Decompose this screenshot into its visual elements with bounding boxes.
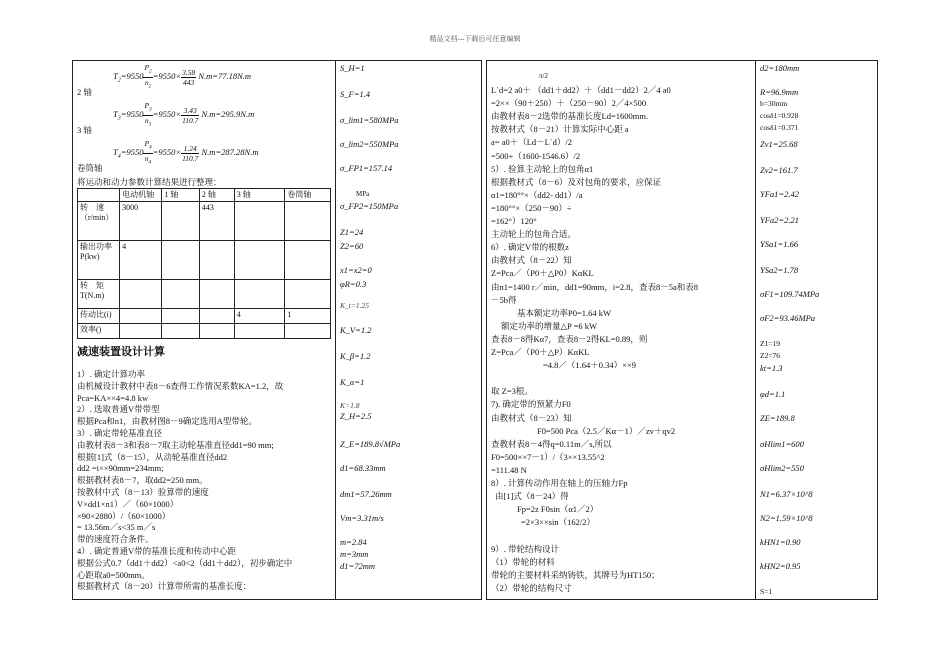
body-line: 7). 确定带的预紧力F0 [491, 399, 571, 410]
body-line: 9）. 带轮结构设计 [491, 543, 560, 554]
torque-formula [113, 101, 254, 129]
result-value: σ_lim1=580MPa [340, 115, 399, 125]
body-line: a= a0＋（Ld－L`d）/2 [491, 137, 573, 148]
result-value: σ_FP1=157.14 [340, 163, 393, 173]
table-row [78, 241, 331, 280]
table-cell [234, 324, 285, 339]
formula-mid: =9550× [152, 70, 182, 81]
left-main-column [73, 61, 335, 599]
result-value: d2=180mm [760, 63, 800, 73]
table-cell [162, 202, 199, 241]
result-value: Z_H=2.5 [340, 411, 372, 421]
result-value: dm1=57.26mm [340, 489, 392, 499]
result-value: σ_lim2=550MPa [340, 139, 399, 149]
table-row [78, 324, 331, 339]
table-cell [162, 324, 199, 339]
table-intro: 将运动和动力参数计算结果进行整理： [77, 177, 222, 187]
table-header-cell: 1 轴 [162, 189, 199, 202]
table-cell [199, 324, 234, 339]
table-cell: 443 [199, 202, 234, 241]
result-value: cosδ1=0.928 [760, 111, 799, 120]
body-line: =111.48 N [491, 464, 527, 475]
body-line: 根据Pca和n1，由教材图8－9确定选用A型带轮。 [77, 416, 257, 427]
result-value: cosδ1=0.371 [760, 123, 799, 132]
body-line: 8）. 计算传动作用在轴上的压轴力Fp [491, 478, 628, 488]
formula-fraction: $\frac{P_3}{n_3}$ [144, 101, 152, 127]
body-line: （1）带轮的材料 [491, 556, 555, 567]
result-value: ZE=189.8 [760, 413, 795, 423]
right-right-column [756, 61, 878, 599]
table-cell [162, 309, 199, 324]
body-line: 基本额定功率P0=1.64 kW [517, 307, 612, 318]
formula-value-fraction: $\frac{3.43}{110.7}$ [182, 105, 199, 125]
result-value: Z2=76 [760, 351, 781, 360]
table-cell [234, 280, 285, 309]
result-value: σ_FP2=150MPa [340, 201, 399, 211]
body-line: 查教材表8－4得q=0.11m／s,所以 [491, 438, 612, 449]
body-line: （2）带轮的结构尺寸 [491, 582, 572, 593]
right-page [486, 60, 878, 600]
result-value: YSa2=1.78 [760, 265, 799, 275]
table-cell [120, 324, 162, 339]
body-line: －5b得 [491, 294, 517, 305]
body-line: = 13.56m／s<35 m／s [77, 522, 156, 533]
result-value: YFa2=2.21 [760, 215, 800, 225]
formula-mid: =9550× [152, 108, 182, 119]
body-line: ×90×2880）/（60×1000） [77, 510, 171, 521]
result-value: Z_E=189.8√MPa [340, 439, 401, 449]
body-line: 4）. 确定普通V带的基准长度和传动中心距 [77, 546, 237, 556]
body-line: F0=500 Pca（2.5／Kα－1）／zv＋qv2 [537, 425, 676, 436]
table-cell: 效率() [78, 324, 120, 339]
result-value: d1=72mm [340, 561, 376, 571]
body-line: dd2 =i××90mm=234mm; [77, 463, 164, 474]
result-value: Zv2=161.7 [760, 165, 798, 175]
left-right-column [336, 61, 481, 599]
table-cell: 4 [120, 241, 162, 280]
body-line: =4.8／（1.64＋0.34）××9 [543, 360, 637, 371]
table-header-cell [78, 189, 120, 202]
result-value: Vm=3.31m/s [340, 513, 384, 523]
body-line: 3）. 确定带轮基准直径 [77, 428, 163, 438]
formula-result: N.m=77.18N.m [196, 70, 252, 81]
body-line: 根据教材式（8－20）计算带所需的基准长度： [77, 581, 252, 592]
table-cell [234, 202, 285, 241]
body-line: =162°）120° [491, 216, 537, 226]
body-line: 6）. 确定V带的根数z [491, 242, 569, 253]
table-cell: 4 [234, 309, 285, 324]
body-line: 由[1]式（8－24）得 [495, 491, 569, 502]
result-value: N2=1.59×10^8 [760, 513, 813, 523]
body-line: 1）. 确定计算功率 [77, 369, 146, 379]
left-page [72, 60, 482, 600]
table-header-cell: 2 轴 [199, 189, 234, 202]
result-value: m=3mm [340, 549, 369, 559]
body-line: 带轮的主要材料采纳铸铁，其牌号为HT150； [491, 569, 660, 580]
body-line: 按教材式（8－21）计算实际中心距 a [491, 124, 629, 135]
body-line: 由n1=1400 r／min，dd1=90mm，i=2.8，查表8－5a和表8 [491, 281, 699, 292]
result-value: φd=1.1 [760, 389, 786, 399]
body-line: Fp=2z F0sin（α1／2） [517, 504, 599, 515]
table-cell [120, 309, 162, 324]
table-row [78, 202, 331, 241]
result-value: b=30mm [760, 99, 788, 108]
table-cell [162, 280, 199, 309]
table-cell [199, 241, 234, 280]
result-value: σHlim1=600 [760, 439, 804, 449]
table-cell [162, 241, 199, 280]
body-line: V×dd1×n1）／（60×1000） [77, 498, 179, 509]
result-value: S_H=1 [340, 63, 365, 73]
body-line: 带的速度符合条件。 [77, 534, 154, 545]
body-line: 心距取a0=500mm。 [77, 569, 150, 580]
formula-result: N.m=295.9N.m [199, 108, 255, 119]
table-cell [285, 202, 331, 241]
formula-fraction: $\frac{P_2}{n_2}$ [144, 63, 152, 89]
result-value: σF1=109.74MPa [760, 289, 820, 299]
result-value: K=1.8 [340, 401, 360, 410]
body-line: 由机械设计教材中表8－6查得工作情况系数KA=1.2，故 [77, 380, 284, 391]
result-value: Zv1=25.68 [760, 139, 798, 149]
parameter-table [77, 188, 331, 339]
result-value: m=2.84 [340, 537, 367, 547]
result-value: MPa [356, 190, 370, 198]
body-line: 取 Z=3根。 [491, 386, 533, 397]
result-value: YSa1=1.66 [760, 239, 799, 249]
result-value: kHN1=0.90 [760, 537, 801, 547]
result-value: d1=68.33mm [340, 463, 386, 473]
body-line: =180°°×（250－90）÷ [491, 202, 572, 213]
table-cell [199, 309, 234, 324]
table-cell [285, 280, 331, 309]
body-line: 按教材中式（8－13）验算带的速度 [77, 487, 209, 497]
body-line: 根据教材表8－7，取dd2=250 mm。 [77, 475, 208, 486]
result-value: Z1=19 [760, 339, 781, 348]
body-line: =500+（1600-1546.6）/2 [491, 150, 581, 161]
result-value: K_α=1 [340, 377, 365, 387]
table-cell: 3000 [120, 202, 162, 241]
formula-lhs: $T_3=9550$ [113, 108, 144, 122]
result-value: φR=0.3 [340, 279, 367, 289]
pi-over-two: π/2 [539, 72, 548, 80]
body-line: =2××（90＋250）＋（250－90）2／4×500 [491, 98, 647, 109]
section-title: 减速装置设计计算 [77, 346, 165, 358]
table-cell [285, 241, 331, 280]
result-value: x1=x2=0 [340, 265, 372, 275]
body-line: 由教材式（8－22）知 [491, 255, 572, 266]
result-value: kt=1.3 [760, 363, 783, 373]
table-row [78, 280, 331, 309]
formula-value-fraction: $\frac{3.58}{443}$ [182, 67, 196, 87]
formula-lhs: $T_4=9550$ [113, 146, 144, 160]
table-cell [120, 280, 162, 309]
table-cell: 传动比(i) [78, 309, 120, 324]
torque-formula [113, 139, 259, 167]
table-cell: 1 [285, 309, 331, 324]
result-value: σHlim2=550 [760, 463, 804, 473]
table-cell: 转 速（r/min） [78, 202, 120, 241]
body-line: Z=Pca／（P0＋△P0）KαKL [491, 268, 594, 279]
body-line: 主动轮上的包角合适。 [491, 229, 577, 240]
body-line: 额定功率的增量△P =6 kW [501, 320, 598, 331]
table-row [78, 309, 331, 324]
result-value: kHN2=0.95 [760, 561, 801, 571]
result-value: YFa1=2.42 [760, 189, 800, 199]
body-line: 由教材式（8－23）知 [491, 412, 572, 423]
body-line: 根据教材式（8－6）及对包角的要求，应保证 [491, 176, 662, 187]
body-line: Z=Pca／（P0＋△P）KαKL [491, 347, 590, 357]
result-value: S=1 [760, 587, 773, 596]
table-cell: 转 矩T(N.m) [78, 280, 120, 309]
formula-lhs: $T_2=9550$ [113, 70, 144, 84]
body-line: Pca=KA××4=4.8 kw [77, 392, 149, 403]
body-line: 2）. 选取普通V带带型 [77, 404, 160, 415]
body-line: 查表8－8得Kα7，查表8－2得KL=0.89，则 [491, 333, 648, 344]
body-line: 根据公式0.7（dd1＋dd2）<a0<2（dd1＋dd2），初步确定中 [77, 557, 293, 568]
table-cell [199, 280, 234, 309]
result-value: K_t=1.25 [340, 301, 370, 310]
right-main-column [487, 61, 755, 599]
table-cell [234, 241, 285, 280]
body-line: L`d=2 a0＋ （dd1＋dd2）＋（dd1－dd2）2／4 a0 [491, 85, 671, 95]
body-line: =2×3××sin（162/2） [521, 517, 595, 528]
shaft-label: 2 轴 [77, 87, 92, 97]
result-value: Z1=24 [340, 227, 364, 237]
body-line: F0=500××7－1）/（3××13.55^2 [491, 451, 605, 462]
result-value: R=96.9mm [760, 87, 799, 97]
body-line: 根据[1]式（8－15），从动轮基准直径dd2 [77, 451, 228, 462]
table-header-cell: 3 轴 [234, 189, 285, 202]
result-value: Z2=60 [340, 241, 364, 251]
result-value: S_F=1.4 [340, 89, 371, 99]
body-line: 由教材表8－2选带的基准长度Ld=1600mm. [491, 111, 649, 122]
formula-fraction: $\frac{P_4}{n_4}$ [144, 139, 152, 165]
torque-formula [113, 63, 251, 91]
result-value: K_β=1.2 [340, 351, 371, 361]
table-header-cell: 卷筒轴 [285, 189, 331, 202]
formula-value-fraction: $\frac{1.24}{110.7}$ [182, 143, 199, 163]
shaft-label: 卷筒轴 [77, 163, 103, 173]
body-line: 5）. 验算主动轮上的包角α1 [491, 163, 594, 174]
body-line: α1=180°°×（dd2- dd1）/a [491, 189, 583, 200]
result-value: σF2=93.46MPa [760, 313, 816, 323]
table-cell: 输出功率P(kw) [78, 241, 120, 280]
result-value: K_V=1.2 [340, 325, 372, 335]
document-header: 精品文档---下载后可任意编辑 [429, 35, 521, 43]
formula-result: N.m=287.28N.m [199, 146, 259, 157]
table-cell [285, 324, 331, 339]
body-line: 由教材表8－3和表8－7取主动轮基准直径dd1=90 mm; [77, 439, 274, 450]
result-value: N1=6.37×10^8 [760, 489, 813, 499]
formula-mid: =9550× [152, 146, 182, 157]
table-header-cell: 电动机轴 [120, 189, 162, 202]
shaft-label: 3 轴 [77, 125, 92, 135]
